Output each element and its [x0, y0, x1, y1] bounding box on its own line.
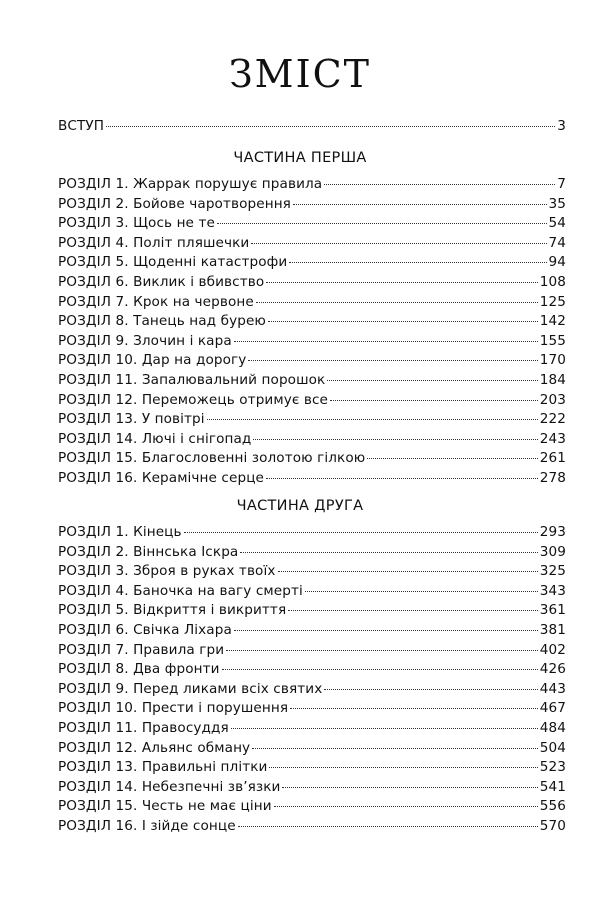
toc-entry-label: РОЗДІЛ 3. Зброя в руках твоїх [58, 563, 276, 580]
toc-entry-page: 125 [539, 293, 566, 310]
toc-entry [58, 622, 566, 642]
dot-leader [290, 708, 538, 709]
toc-entry-page: 484 [539, 720, 566, 736]
toc-entry [58, 661, 566, 681]
toc-entry [58, 779, 566, 799]
toc-entry-label: РОЗДІЛ 10. Дар на дорогу [58, 352, 247, 369]
toc-entry-page: 261 [539, 450, 566, 467]
toc-entry-page: 504 [539, 739, 566, 756]
dot-leader [226, 650, 538, 651]
toc-entry-page: 203 [539, 391, 566, 408]
toc-entry-label: РОЗДІЛ 8. Танець над бурею [58, 313, 266, 330]
dot-leader [278, 571, 538, 572]
toc-entry-label: РОЗДІЛ 4. Баночка на вагу смерті [58, 582, 303, 599]
toc-entry [58, 333, 566, 353]
toc-entry-label: РОЗДІЛ 12. Альянс обману [58, 739, 251, 756]
toc-entry [58, 642, 566, 662]
toc-entry [58, 196, 566, 216]
toc-entry-page: 541 [539, 778, 566, 795]
toc-entry [58, 215, 566, 235]
dot-leader [289, 262, 546, 263]
toc-entry-label: РОЗДІЛ 2. Віннська Іскра [58, 543, 239, 560]
toc-entry [58, 759, 566, 779]
toc-entry-page: 243 [539, 430, 566, 447]
toc-entry [58, 235, 566, 255]
dot-leader [240, 552, 537, 553]
toc-entry-label: РОЗДІЛ 11. Правосуддя [58, 720, 229, 736]
toc-entry-label: РОЗДІЛ 1. Кінець [58, 524, 182, 540]
dot-leader [253, 439, 537, 440]
dot-leader [251, 243, 546, 244]
toc-entry-label: РОЗДІЛ 11. Запалювальний порошок [58, 372, 326, 388]
toc-entry-page: 570 [539, 818, 566, 834]
toc-entry-page: 325 [539, 563, 566, 580]
toc-entry-label: РОЗДІЛ 7. Правила гри [58, 641, 225, 658]
toc-entry-page: 108 [539, 274, 566, 290]
dot-leader [234, 630, 538, 631]
toc-entry [58, 524, 566, 544]
toc-entry-page: 74 [548, 234, 566, 251]
toc-entry [58, 274, 566, 294]
toc-entry-label: РОЗДІЛ 7. Крок на червоне [58, 293, 254, 310]
toc-entry-label: РОЗДІЛ 1. Жаррак порушує правила [58, 176, 323, 192]
toc-entry-label: РОЗДІЛ 12. Переможець отримує все [58, 391, 328, 408]
toc-entry-label: РОЗДІЛ 3. Щось не те [58, 215, 215, 232]
toc-entry-page: 467 [539, 700, 566, 717]
toc-entry-label: РОЗДІЛ 9. Перед ликами всіх святих [58, 680, 323, 697]
toc-entry-label: РОЗДІЛ 8. Два фронти [58, 661, 220, 678]
toc-entry-label: РОЗДІЛ 4. Політ пляшечки [58, 234, 250, 251]
toc-entry-label: РОЗДІЛ 9. Злочин і кара [58, 332, 232, 349]
toc-entry-label: РОЗДІЛ 16. І зійде сонце [58, 818, 236, 834]
toc-entry-page: 54 [548, 215, 566, 232]
toc-entry-page: 556 [539, 798, 566, 815]
dot-leader [238, 826, 538, 827]
toc-entry-page: 309 [539, 543, 566, 560]
toc-entry-label: РОЗДІЛ 13. Правильні плітки [58, 759, 268, 776]
dot-leader [324, 184, 555, 185]
dot-leader [269, 767, 537, 768]
toc-entry [58, 470, 566, 490]
page-title: ЗМІСТ [228, 52, 372, 96]
dot-leader [234, 341, 538, 342]
dot-leader [252, 748, 538, 749]
toc-entry [58, 602, 566, 622]
dot-leader [106, 126, 555, 127]
dot-leader [305, 591, 538, 592]
toc-entry-label: РОЗДІЛ 5. Щоденні катастрофи [58, 254, 288, 271]
toc-entry [58, 372, 566, 392]
toc-entry [58, 176, 566, 196]
toc-entry-label: РОЗДІЛ 2. Бойове чаротворення [58, 195, 291, 212]
toc-entry [58, 411, 566, 431]
dot-leader [256, 302, 538, 303]
dot-leader [324, 689, 537, 690]
dot-leader [266, 282, 537, 283]
toc-entry [58, 700, 566, 720]
toc-entry [58, 798, 566, 818]
toc-entry [58, 313, 566, 333]
toc-entry-label: РОЗДІЛ 15. Благословенні золотою гілкою [58, 450, 366, 467]
toc-entry [58, 392, 566, 412]
toc-entry [58, 583, 566, 603]
part-heading-2: ЧАСТИНА ДРУГА [236, 498, 364, 514]
toc-entry [58, 544, 566, 564]
toc-entry-page: 426 [539, 661, 566, 678]
toc-entry [58, 563, 566, 583]
toc-entry-page: 343 [539, 582, 566, 599]
toc-entry-label: РОЗДІЛ 6. Свічка Ліхара [58, 622, 232, 638]
toc-entry [58, 740, 566, 760]
dot-leader [268, 321, 538, 322]
toc-entry-page: 94 [548, 254, 566, 271]
toc-entry-page: 35 [548, 195, 566, 212]
toc-entry-page: 184 [539, 372, 566, 388]
toc-entry-page: 222 [539, 411, 566, 428]
dot-leader [207, 419, 538, 420]
toc-entry [58, 450, 566, 470]
toc-entry [58, 254, 566, 274]
toc-entry-label: РОЗДІЛ 10. Прести і порушення [58, 700, 289, 717]
dot-leader [231, 728, 538, 729]
toc-entry-label: РОЗДІЛ 5. Відкриття і викриття [58, 602, 287, 619]
toc-entry-label: РОЗДІЛ 13. У повітрі [58, 411, 205, 428]
dot-leader [282, 787, 537, 788]
toc-entry-label: РОЗДІЛ 16. Керамічне серце [58, 470, 265, 486]
toc-entry-page: 142 [539, 313, 566, 330]
dot-leader [184, 532, 538, 533]
toc-entry-page: 402 [539, 641, 566, 658]
toc-entry-page: 278 [539, 470, 566, 486]
part-heading-1: ЧАСТИНА ПЕРША [233, 150, 367, 166]
dot-leader [288, 610, 538, 611]
toc-entry [58, 720, 566, 740]
toc-entry-label: РОЗДІЛ 6. Виклик і вбивство [58, 274, 265, 290]
toc-entry-page: 7 [557, 176, 566, 192]
toc-entry-intro [58, 118, 566, 138]
toc-entry [58, 818, 566, 838]
toc-entry-page: 293 [539, 524, 566, 540]
dot-leader [274, 806, 538, 807]
toc-entry-page: 361 [539, 602, 566, 619]
dot-leader [367, 458, 537, 459]
toc-entry-page: 155 [539, 332, 566, 349]
dot-leader [266, 478, 538, 479]
dot-leader [222, 669, 538, 670]
toc-entry [58, 681, 566, 701]
toc-entry-page: 381 [539, 622, 566, 638]
toc-entry-page: 170 [539, 352, 566, 369]
toc-entry [58, 352, 566, 372]
dot-leader [330, 400, 538, 401]
toc-entry-label: РОЗДІЛ 15. Честь не має ціни [58, 798, 272, 815]
toc-entry-label: РОЗДІЛ 14. Небезпечні зв’язки [58, 778, 281, 795]
dot-leader [327, 380, 537, 381]
toc-entry-page: 523 [539, 759, 566, 776]
toc-entry [58, 431, 566, 451]
toc-entry-label: ВСТУП [58, 118, 105, 134]
toc-entry-page: 443 [539, 680, 566, 697]
toc-entry [58, 294, 566, 314]
dot-leader [217, 223, 547, 224]
toc-entry-label: РОЗДІЛ 14. Лючі і снігопад [58, 430, 252, 447]
dot-leader [293, 204, 547, 205]
toc-entry-page: 3 [557, 118, 566, 134]
dot-leader [248, 360, 537, 361]
